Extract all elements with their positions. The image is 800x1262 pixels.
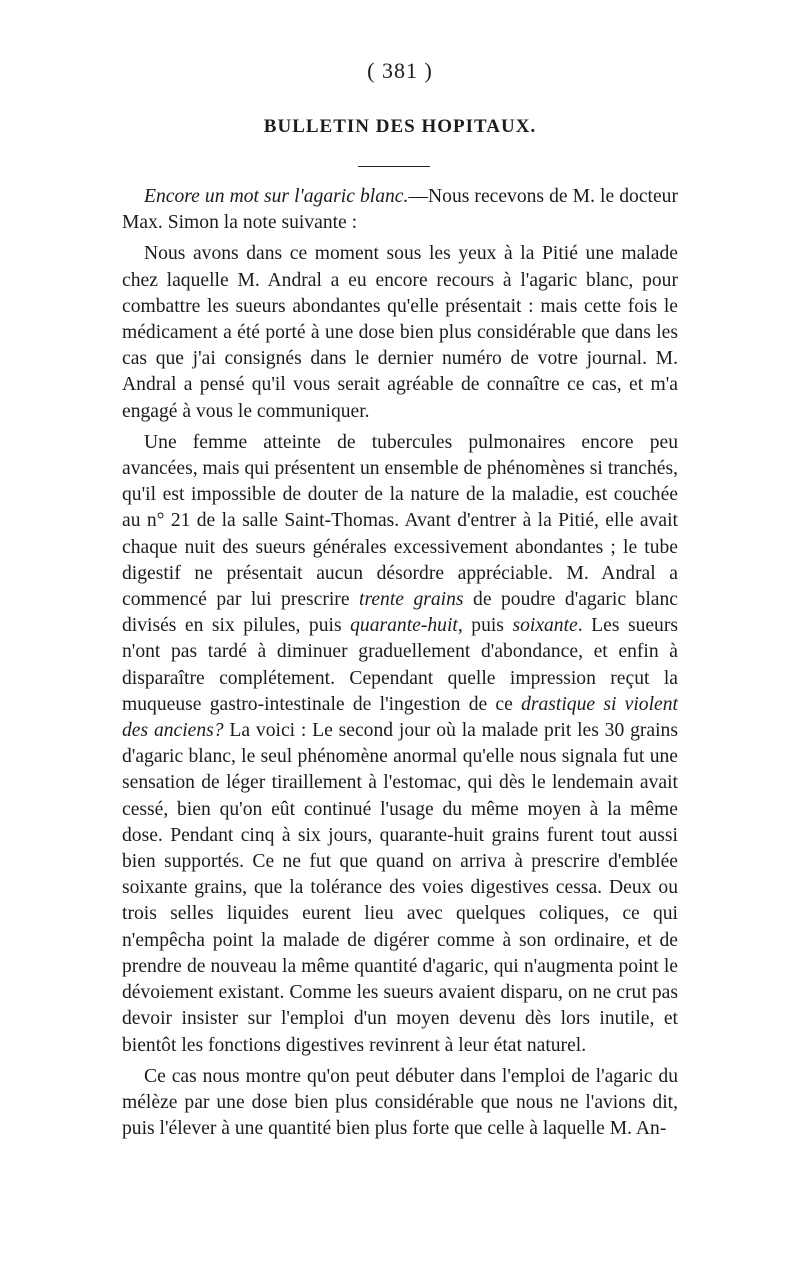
- article-heading: Encore un mot sur l'agaric blanc.: [144, 186, 409, 207]
- p2-emphasis-soixante: soixante: [512, 615, 578, 637]
- paragraph-2: [122, 430, 678, 1059]
- article-body: [122, 184, 678, 1142]
- p2-text-a: Une femme atteinte de tubercules pulmonaires encore peu avancées, mais qui présentent un ensemble de phénomènes si tranchés, qu'il est impossible de douter de la nature de la maladie, est couchée au n° 21 de la salle Saint-Thomas. Avant d'entrer à la Pitié, elle avait chaque nuit des sueurs générales excessivement abondantes ; le tube digestif ne présentait aucun désordre appréciable. M. Andral a commencé par lui prescrire: [122, 431, 678, 611]
- page-number: ( 381 ): [367, 58, 433, 83]
- p2-text-d: . Les sueurs n'ont pas tardé à diminuer graduellement d'abondance, et enfin à disparaître complétement. Cependant quelle impression reçut la muqueuse gastro-intestinale de l'ingestion de ce: [122, 615, 679, 715]
- p2-emphasis-trente-grains: trente grains: [359, 589, 464, 611]
- section-title: BULLETIN DES HOPITAUX.: [263, 116, 537, 137]
- p2-text-b: de poudre d'agaric blanc divisés en six pilules, puis: [122, 589, 678, 637]
- intro-paragraph: [122, 184, 678, 236]
- paragraph-1: Nous avons dans ce moment sous les yeux à la Pitié une malade chez laquelle M. Andral a eu encore recours à l'agaric blanc, pour combattre les sueurs abondantes qu'elle présentait : mais cette fois le médicament a été porté à une dose bien plus considérable que dans les cas que j'ai consignés dans le dernier numéro de votre journal. M. Andral a pensé qu'il vous serait agréable de connaître ce cas, et m'a engagé à vous le communiquer.: [122, 243, 678, 422]
- p2-emphasis-drastique: drastique si violent des anciens?: [122, 693, 678, 742]
- p2-text-e: La voici : Le second jour où la malade prit les 30 grains d'agaric blanc, le seul phénomène anormal qu'elle nous signala fut une sensation de léger tiraillement à l'estomac, qui dès le lendemain avait cessé, bien qu'on eût continué l'usage du même moyen à la même dose. Pendant cinq à six jours, quarante-huit grains furent tout aussi bien supportés. Ce ne fut que quand on arriva à prescrire d'emblée soixante grains, que la tolérance des voies digestives cessa. Deux ou trois selles liquides eurent lieu avec quelques coliques, ce qui n'empêcha point la malade de digérer comme à son ordinaire, et de prendre de nouveau la même quantité d'agaric, qui n'augmenta point le dévoiement existant. Comme les sueurs avaient disparu, on ne crut pas devoir insister sur l'emploi d'un moyen devenu dès lors inutile, et bientôt les fonctions digestives revinrent à leur état naturel.: [122, 720, 678, 1056]
- paragraph-3: Ce cas nous montre qu'on peut débuter dans l'emploi de l'agaric du mélèze par une dose bien plus considérable que nous ne l'avions dit, puis l'élever à une quantité bien plus forte que celle à laquelle M. An-: [122, 1065, 678, 1140]
- p2-emphasis-quarante-huit: quarante-huit: [350, 615, 458, 637]
- title-divider: [358, 166, 430, 167]
- intro-text: —Nous recevons de M. le docteur Max. Simon la note suivante :: [122, 186, 678, 234]
- p2-text-c: , puis: [457, 615, 513, 637]
